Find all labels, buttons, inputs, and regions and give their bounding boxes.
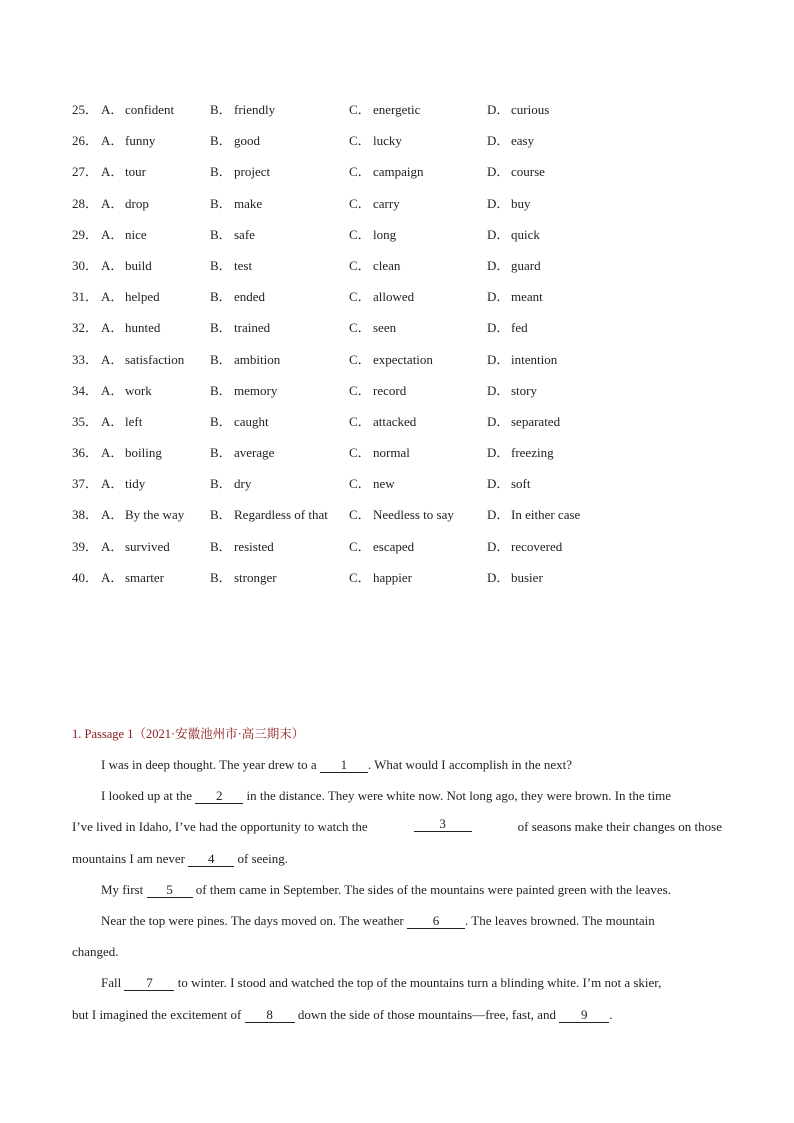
option-c [349, 130, 402, 152]
option-letter: C． [349, 413, 371, 429]
option-d [487, 504, 580, 526]
option-text: smarter [125, 569, 164, 585]
option-d [487, 255, 541, 277]
passage-text [72, 754, 722, 1035]
passage-text-run: in the distance. They were white now. Not long ago, they were brown. In the time [246, 788, 672, 804]
option-b [210, 504, 328, 526]
option-a [101, 536, 170, 558]
passage-text-run: changed. [72, 944, 119, 960]
option-text: tour [125, 164, 146, 180]
option-text: freezing [511, 445, 554, 461]
passage-text-run: Near the top were pines. The days moved on. The weather [101, 912, 404, 928]
option-text: helped [125, 289, 160, 305]
answer-blank: 8 [245, 1007, 295, 1023]
option-letter: A． [101, 538, 124, 554]
option-letter: A． [101, 382, 124, 398]
option-letter: D． [487, 445, 510, 461]
option-b [210, 255, 252, 277]
option-letter: D． [487, 133, 510, 149]
question-number: 40． [72, 569, 99, 585]
option-text: memory [234, 382, 278, 398]
passage-text-run: I’ve lived in Idaho, I’ve had the opportunity to watch the [72, 819, 368, 835]
option-letter: C． [349, 195, 371, 211]
option-a [101, 411, 142, 433]
option-letter: B． [210, 164, 232, 180]
question-number: 29． [72, 226, 99, 242]
option-letter: A． [101, 164, 124, 180]
option-letter: A． [101, 320, 124, 336]
option-text: ambition [234, 351, 281, 367]
passage-text-run: mountains I am never [72, 850, 185, 866]
answer-blank: 4 [188, 851, 234, 867]
question-number: 26． [72, 133, 99, 149]
option-d [487, 349, 557, 371]
option-b [210, 161, 270, 183]
option-letter: D． [487, 226, 510, 242]
option-text: work [125, 382, 152, 398]
question-number: 35． [72, 413, 99, 429]
option-text: soft [511, 476, 531, 492]
passage-text-run: down the side of those mountains—free, fast, and [297, 1006, 556, 1022]
answer-options-list [72, 99, 732, 598]
question-number: 27． [72, 164, 99, 180]
option-letter: B． [210, 413, 232, 429]
option-b [210, 99, 275, 121]
question-options-row [72, 567, 732, 598]
option-text: guard [511, 257, 541, 273]
option-text: boiling [125, 445, 162, 461]
question-options-row [72, 255, 732, 286]
passage-text-run: . What would I accomplish in the next? [367, 757, 572, 772]
option-letter: C． [349, 289, 371, 305]
question-options-row [72, 536, 732, 567]
passage-text-run: but I imagined the excitement of [72, 1006, 242, 1022]
option-text: survived [125, 538, 170, 554]
question-options-row [72, 349, 732, 380]
option-letter: A． [101, 289, 124, 305]
passage-line [72, 941, 722, 972]
option-text: stronger [234, 569, 277, 585]
question-number: 32． [72, 320, 99, 336]
option-c [349, 442, 410, 464]
question-options-row [72, 380, 732, 411]
option-text: satisfaction [125, 351, 185, 367]
option-letter: C． [349, 507, 371, 523]
question-options-row [72, 411, 732, 442]
option-letter: D． [487, 320, 510, 336]
option-c [349, 317, 396, 339]
option-text: build [125, 257, 152, 273]
passage-line [72, 848, 722, 879]
option-b [210, 193, 262, 215]
question-options-row [72, 130, 732, 161]
passage-text-run: . The leaves browned. The mountain [465, 912, 655, 928]
option-c [349, 536, 414, 558]
option-text: dry [234, 476, 252, 492]
option-letter: C． [349, 320, 371, 336]
option-text: confident [125, 102, 175, 117]
option-text: story [511, 382, 537, 398]
option-b [210, 349, 280, 371]
passage-line [72, 972, 722, 1003]
option-text: Needless to say [373, 507, 454, 523]
option-text: nice [125, 226, 147, 242]
option-letter: B． [210, 445, 232, 461]
option-letter: D． [487, 102, 510, 117]
option-text: test [234, 257, 253, 273]
option-letter: D． [487, 289, 510, 305]
question-options-row [72, 286, 732, 317]
option-text: long [373, 226, 397, 242]
option-text: busier [511, 569, 543, 585]
option-a [101, 317, 160, 339]
option-d [487, 224, 540, 246]
option-b [210, 317, 270, 339]
option-text: Regardless of that [234, 507, 328, 523]
option-text: curious [511, 102, 550, 117]
option-letter: B． [210, 569, 232, 585]
option-letter: B． [210, 133, 232, 149]
passage-line [72, 754, 722, 785]
option-text: buy [511, 195, 531, 211]
answer-blank: 2 [195, 788, 243, 804]
option-text: ended [234, 289, 266, 305]
option-text: average [234, 445, 275, 461]
answer-blank: 1 [320, 757, 368, 773]
option-c [349, 286, 414, 308]
answer-blank: 9 [559, 1007, 609, 1023]
passage-text-run: My first [101, 881, 144, 897]
option-text: left [125, 413, 143, 429]
option-letter: B． [210, 538, 232, 554]
option-letter: B． [210, 195, 232, 211]
option-letter: B． [210, 320, 232, 336]
passage-line [72, 785, 722, 816]
option-c [349, 380, 406, 402]
passage-line [72, 910, 722, 941]
option-text: seen [373, 320, 397, 336]
option-letter: A． [101, 476, 124, 492]
question-options-row [72, 442, 732, 473]
option-letter: A． [101, 569, 124, 585]
option-d [487, 99, 549, 121]
question-options-row [72, 504, 732, 535]
option-a [101, 224, 147, 246]
option-letter: C． [349, 351, 371, 367]
option-letter: B． [210, 382, 232, 398]
option-text: clean [373, 257, 401, 273]
option-d [487, 380, 537, 402]
option-letter: D． [487, 538, 510, 554]
passage-text-run: I was in deep thought. The year drew to a [101, 757, 317, 772]
option-text: resisted [234, 538, 274, 554]
passage-text-run: of seasons make their changes on those [517, 819, 722, 835]
option-a [101, 130, 155, 152]
option-a [101, 380, 152, 402]
option-d [487, 536, 562, 558]
option-text: tidy [125, 476, 146, 492]
option-text: expectation [373, 351, 433, 367]
answer-blank: 6 [407, 913, 465, 929]
option-d [487, 193, 531, 215]
option-text: safe [234, 226, 255, 242]
option-letter: D． [487, 164, 510, 180]
option-letter: B． [210, 102, 232, 117]
option-letter: C． [349, 257, 371, 273]
option-a [101, 193, 149, 215]
option-text: meant [511, 289, 543, 305]
option-letter: C． [349, 538, 371, 554]
option-letter: A． [101, 226, 124, 242]
option-text: course [511, 164, 545, 180]
option-letter: A． [101, 445, 124, 461]
option-d [487, 473, 531, 495]
option-letter: A． [101, 351, 124, 367]
question-number: 37． [72, 476, 99, 492]
option-text: separated [511, 413, 561, 429]
option-letter: D． [487, 257, 510, 273]
option-text: new [373, 476, 395, 492]
option-d [487, 286, 543, 308]
question-number: 25． [72, 102, 99, 117]
option-text: make [234, 195, 263, 211]
option-letter: B． [210, 507, 232, 523]
option-letter: C． [349, 445, 371, 461]
option-letter: C． [349, 164, 371, 180]
option-a [101, 286, 160, 308]
option-text: happier [373, 569, 412, 585]
option-a [101, 99, 174, 121]
option-c [349, 504, 454, 526]
option-c [349, 193, 400, 215]
passage-text-run: of seeing. [237, 850, 289, 866]
option-letter: A． [101, 507, 124, 523]
option-text: hunted [125, 320, 161, 336]
question-number: 39． [72, 538, 99, 554]
question-number: 34． [72, 382, 99, 398]
option-d [487, 161, 545, 183]
option-letter: D． [487, 507, 510, 523]
option-text: campaign [373, 164, 424, 180]
passage-line [72, 1004, 722, 1035]
question-number: 28． [72, 195, 99, 211]
answer-blank: 5 [147, 882, 193, 898]
question-number: 38． [72, 507, 99, 523]
option-letter: C． [349, 569, 371, 585]
option-c [349, 99, 420, 121]
option-letter: B． [210, 257, 232, 273]
question-options-row [72, 99, 732, 130]
option-b [210, 567, 277, 589]
question-number: 33． [72, 351, 99, 367]
answer-blank: 7 [124, 975, 174, 991]
option-letter: C． [349, 133, 371, 149]
option-d [487, 411, 560, 433]
option-d [487, 442, 554, 464]
option-a [101, 442, 162, 464]
question-number: 36． [72, 445, 99, 461]
option-b [210, 536, 274, 558]
option-a [101, 567, 164, 589]
passage-line [72, 816, 722, 847]
option-text: escaped [373, 538, 415, 554]
passage-text-run: Fall [101, 975, 122, 991]
option-text: In either case [511, 507, 581, 523]
option-letter: A． [101, 257, 124, 273]
passage-text-run: I looked up at the [101, 788, 192, 804]
option-b [210, 411, 269, 433]
answer-blank: 3 [414, 816, 472, 832]
question-number: 30． [72, 257, 99, 273]
option-text: allowed [373, 289, 415, 305]
option-letter: B． [210, 476, 232, 492]
question-options-row [72, 193, 732, 224]
option-a [101, 473, 145, 495]
option-c [349, 473, 395, 495]
option-text: attacked [373, 413, 417, 429]
option-text: record [373, 382, 407, 398]
option-text: project [234, 164, 271, 180]
option-letter: C． [349, 102, 371, 117]
option-c [349, 255, 400, 277]
option-letter: C． [349, 382, 371, 398]
option-text: fed [511, 320, 528, 336]
option-text: funny [125, 133, 156, 149]
option-a [101, 255, 152, 277]
passage-text-run: to winter. I stood and watched the top of the mountains turn a blinding white. I’m not a skier, [177, 975, 662, 991]
option-text: intention [511, 351, 558, 367]
option-letter: A． [101, 195, 124, 211]
option-b [210, 224, 255, 246]
option-text: friendly [234, 102, 276, 117]
option-b [210, 442, 274, 464]
option-letter: B． [210, 226, 232, 242]
section-title: 1. Passage 1（2021·安徽池州市·高三期末） [72, 727, 305, 741]
option-b [210, 473, 251, 495]
option-letter: D． [487, 195, 510, 211]
option-letter: D． [487, 476, 510, 492]
option-letter: C． [349, 226, 371, 242]
question-options-row [72, 317, 732, 348]
question-number: 31． [72, 289, 99, 305]
option-letter: B． [210, 289, 232, 305]
option-c [349, 567, 412, 589]
passage-line [72, 879, 722, 910]
option-text: By the way [125, 507, 185, 523]
option-text: carry [373, 195, 400, 211]
option-letter: D． [487, 382, 510, 398]
option-text: drop [125, 195, 149, 211]
option-d [487, 130, 534, 152]
option-text: quick [511, 226, 540, 242]
option-text: energetic [373, 102, 421, 117]
option-letter: C． [349, 476, 371, 492]
option-a [101, 504, 184, 526]
option-b [210, 130, 260, 152]
option-text: normal [373, 445, 410, 461]
option-c [349, 411, 416, 433]
question-options-row [72, 224, 732, 255]
option-a [101, 161, 146, 183]
option-text: caught [234, 413, 269, 429]
option-text: recovered [511, 538, 563, 554]
option-text: easy [511, 133, 535, 149]
passage-text-run: of them came in September. The sides of the mountains were painted green with the leaves. [195, 881, 671, 897]
option-letter: D． [487, 569, 510, 585]
option-text: lucky [373, 133, 402, 149]
option-letter: D． [487, 413, 510, 429]
option-letter: B． [210, 351, 232, 367]
option-c [349, 224, 396, 246]
question-options-row [72, 473, 732, 504]
option-a [101, 349, 184, 371]
question-options-row [72, 161, 732, 192]
option-letter: D． [487, 351, 510, 367]
option-c [349, 161, 424, 183]
option-text: good [234, 133, 260, 149]
option-b [210, 380, 277, 402]
option-letter: A． [101, 413, 124, 429]
option-b [210, 286, 265, 308]
option-letter: A． [101, 133, 124, 149]
option-d [487, 317, 528, 339]
option-d [487, 567, 543, 589]
option-text: trained [234, 320, 271, 336]
option-letter: A． [101, 102, 124, 117]
option-c [349, 349, 433, 371]
passage-text-run: . [609, 1006, 613, 1022]
